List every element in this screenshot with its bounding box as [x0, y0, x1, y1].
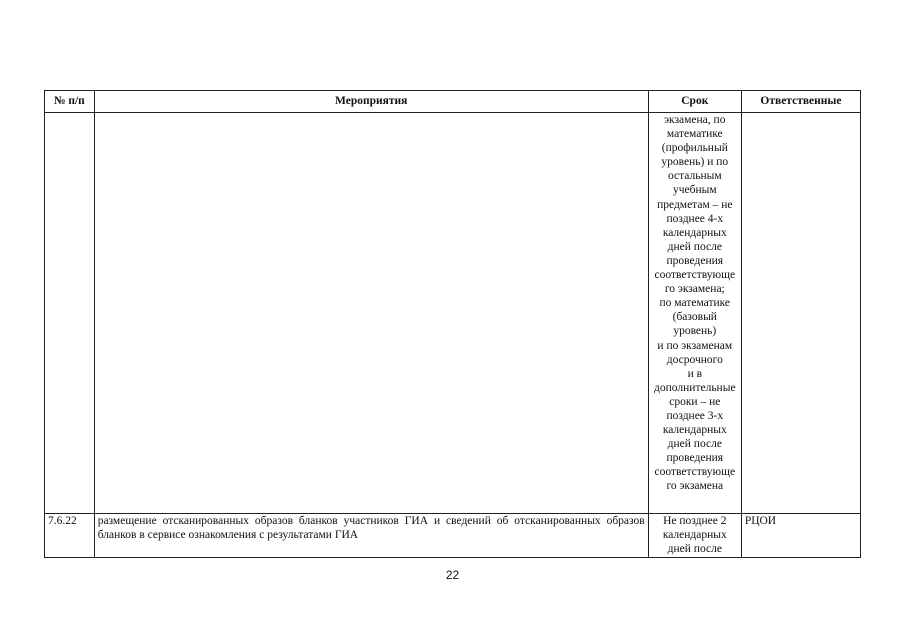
term-line: позднее 3-х: [666, 409, 724, 422]
cell-responsible: РЦОИ: [741, 514, 860, 558]
term-line: Не позднее 2: [663, 515, 727, 527]
term-line: соответствующе: [654, 466, 736, 479]
term-line: дней после: [667, 240, 722, 253]
header-responsible: Ответственные: [741, 91, 860, 113]
term-line: и в: [687, 367, 703, 380]
term-line: соответствующе: [654, 269, 736, 282]
term-line: календарных: [662, 226, 727, 239]
term-line: дней после: [667, 543, 722, 556]
term-line: го экзамена: [666, 480, 724, 493]
page-number: 22: [445, 568, 460, 582]
cell-num: 7.6.22: [45, 514, 95, 558]
term-line: (базовый: [672, 311, 717, 324]
term-line: дней после: [667, 438, 722, 451]
term-line: досрочного: [666, 353, 723, 366]
cell-term: [648, 514, 741, 558]
term-line: и по экзаменам: [657, 339, 733, 352]
term-line: проведения: [666, 452, 724, 465]
cell-term: [648, 113, 741, 514]
term-line: календарных: [662, 529, 727, 542]
term-line: уровень): [673, 325, 717, 338]
term-line: проведения: [666, 254, 724, 267]
table-row-continued: [45, 113, 861, 514]
cell-responsible: [741, 113, 860, 514]
table-row-7-6-22: [45, 514, 861, 558]
term-line: уровень) и по: [661, 156, 729, 169]
term-line: математике: [666, 128, 723, 141]
term-line: учебным: [672, 184, 717, 197]
cell-event: размещение отсканированных образов бланков участников ГИА и сведений об отсканированных образов бланков в сервисе ознакомления с результатами ГИА: [94, 514, 648, 558]
header-event: Мероприятия: [94, 91, 648, 113]
term-line: экзамена, по: [664, 114, 726, 126]
table-header-row: [45, 91, 861, 113]
term-line: по математике: [659, 297, 731, 310]
events-table: [44, 90, 861, 558]
term-line: календарных: [662, 424, 727, 437]
cell-num: [45, 113, 95, 514]
term-line: предметам – не: [657, 198, 733, 211]
term-line: остальным: [667, 170, 722, 183]
term-line: позднее 4-х: [666, 212, 724, 225]
header-term: Срок: [648, 91, 741, 113]
cell-event: [94, 113, 648, 514]
term-line: сроки – не: [669, 395, 721, 408]
term-line: го экзамена;: [664, 283, 725, 296]
header-num: № п/п: [45, 91, 95, 113]
term-line: (профильный: [661, 142, 728, 155]
term-line: дополнительные: [654, 381, 736, 394]
